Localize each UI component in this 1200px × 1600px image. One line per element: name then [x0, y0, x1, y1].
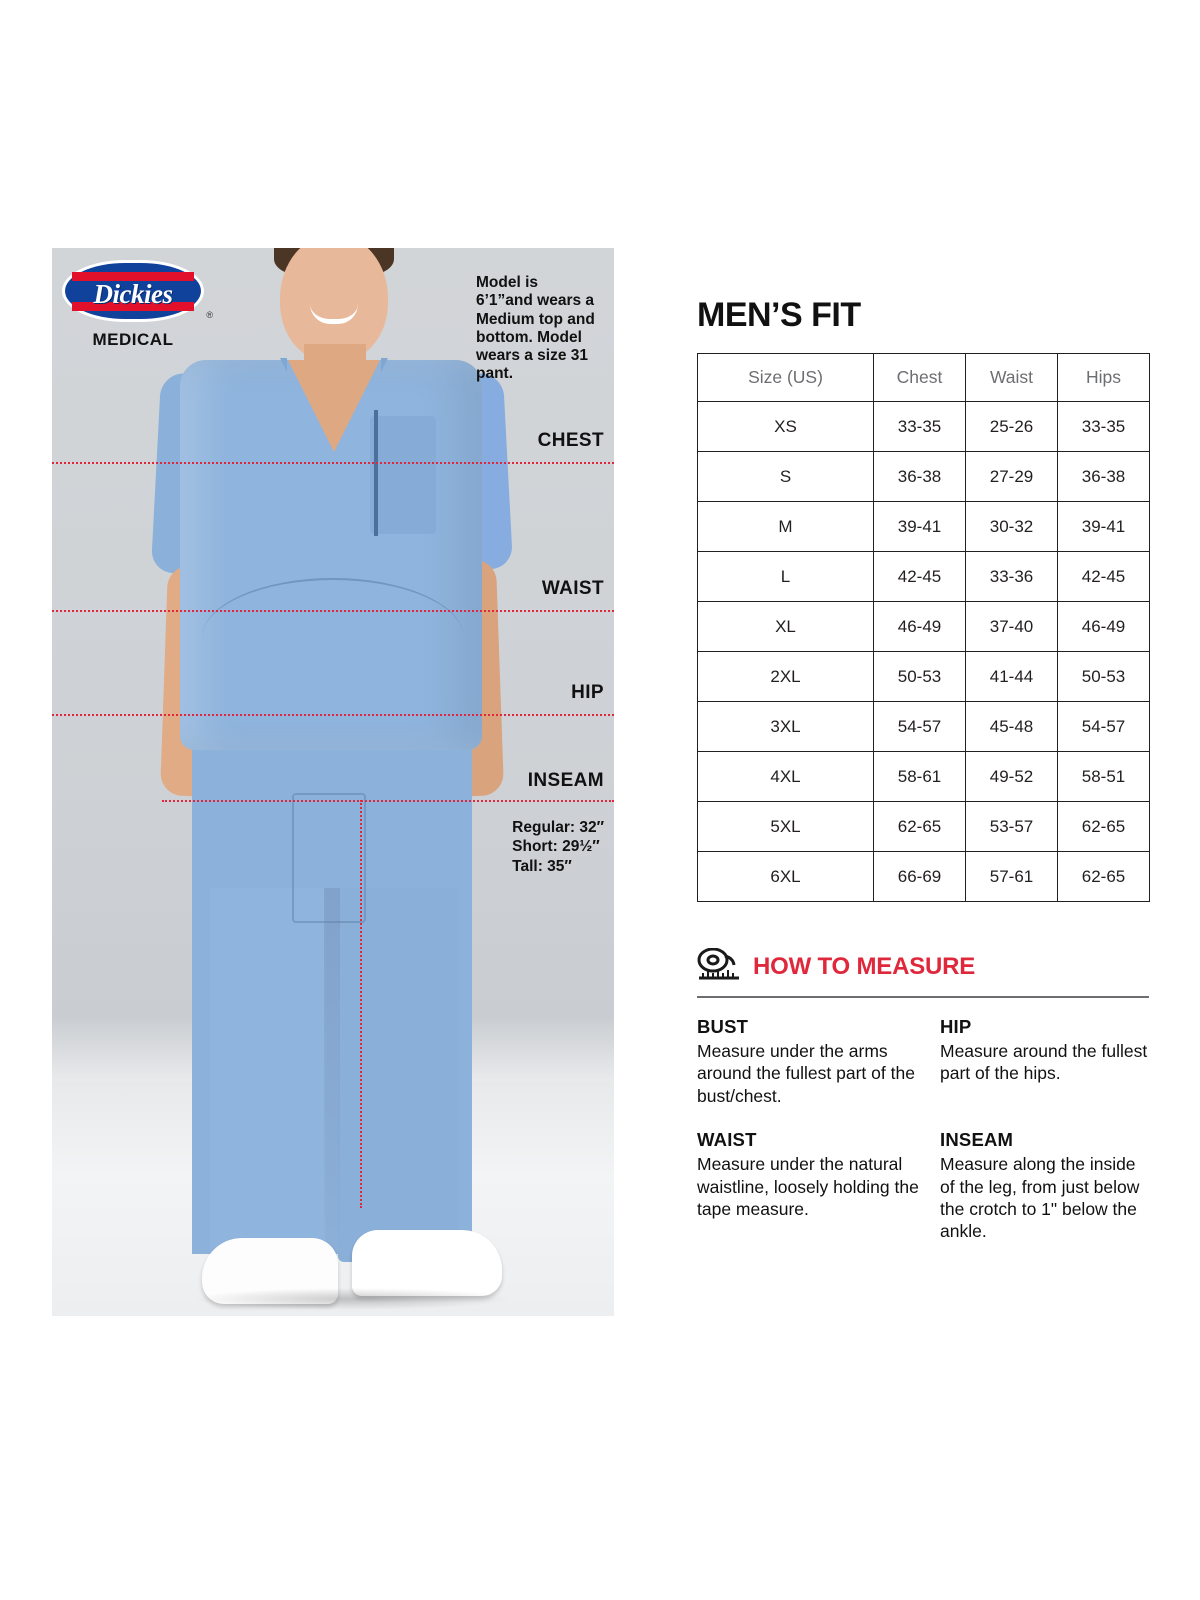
cell-chest: 54-57 — [874, 702, 966, 752]
measure-item-waist — [697, 1129, 940, 1243]
floor-shadow — [192, 1288, 512, 1310]
cell-size: M — [698, 502, 874, 552]
cell-chest: 66-69 — [874, 852, 966, 902]
inseam-tall: Tall: 35″ — [512, 857, 572, 875]
cell-size: XS — [698, 402, 874, 452]
chest-guide-line — [52, 462, 614, 464]
cargo-pocket — [292, 793, 366, 923]
scrub-pant-leg-left — [210, 888, 326, 1262]
measure-text: Measure around the fullest part of the hips. — [940, 1041, 1148, 1084]
inseam-vertical-line — [360, 800, 362, 1208]
chest-guide-label: CHEST — [537, 430, 604, 451]
cell-hips: 62-65 — [1058, 852, 1150, 902]
cell-size: L — [698, 552, 874, 602]
scrub-pant-leg-right — [338, 888, 458, 1262]
cell-waist: 37-40 — [966, 602, 1058, 652]
cell-size: 3XL — [698, 702, 874, 752]
how-to-measure-header — [697, 948, 1149, 986]
inseam-guide-label: INSEAM — [527, 770, 604, 791]
cell-size: 4XL — [698, 752, 874, 802]
cell-hips: 33-35 — [1058, 402, 1150, 452]
table-row — [698, 852, 1150, 902]
cell-waist: 49-52 — [966, 752, 1058, 802]
dickies-wordmark: Dickies — [93, 279, 173, 310]
waist-guide-line — [52, 610, 614, 612]
cell-chest: 39-41 — [874, 502, 966, 552]
hip-guide-line — [52, 714, 614, 716]
inseam-regular: Regular: 32″ — [512, 819, 604, 836]
table-row — [698, 552, 1150, 602]
table-row — [698, 802, 1150, 852]
cell-hips: 42-45 — [1058, 552, 1150, 602]
cell-chest: 50-53 — [874, 652, 966, 702]
table-row — [698, 402, 1150, 452]
measure-text: Measure along the inside of the leg, from just below the crotch to 1" below the ankle. — [940, 1154, 1140, 1242]
measure-item-bust — [697, 1016, 940, 1107]
cell-waist: 27-29 — [966, 452, 1058, 502]
measure-item-inseam — [940, 1129, 1149, 1243]
cell-waist: 57-61 — [966, 852, 1058, 902]
how-to-measure-list — [697, 1016, 1149, 1243]
table-row — [698, 502, 1150, 552]
brand-division-label: MEDICAL — [92, 330, 174, 349]
measure-term: WAIST — [697, 1129, 757, 1151]
measure-text: Measure under the arms around the fullest part of the bust/chest. — [697, 1041, 915, 1106]
measure-term: INSEAM — [940, 1129, 1014, 1151]
column-header-hips: Hips — [1058, 354, 1150, 402]
cell-size: XL — [698, 602, 874, 652]
cell-chest: 33-35 — [874, 402, 966, 452]
pant-inseam-shadow — [324, 888, 340, 1256]
table-row — [698, 702, 1150, 752]
table-row — [698, 652, 1150, 702]
cell-hips: 36-38 — [1058, 452, 1150, 502]
cell-hips: 62-65 — [1058, 802, 1150, 852]
cell-hips: 50-53 — [1058, 652, 1150, 702]
inseam-lengths — [512, 818, 604, 876]
inseam-guide-line — [162, 800, 614, 802]
inseam-short: Short: 29½″ — [512, 838, 600, 856]
cell-chest: 62-65 — [874, 802, 966, 852]
table-row — [698, 602, 1150, 652]
registered-mark: ® — [206, 310, 213, 320]
cell-hips: 46-49 — [1058, 602, 1150, 652]
measure-term: BUST — [697, 1016, 749, 1037]
table-row — [698, 452, 1150, 502]
column-header-chest: Chest — [874, 354, 966, 402]
hip-guide-label: HIP — [571, 682, 604, 703]
size-info-column — [697, 296, 1149, 1243]
page-title: MEN’S FIT — [697, 296, 861, 334]
shoe-right — [352, 1230, 502, 1296]
cell-chest: 58-61 — [874, 752, 966, 802]
cell-waist: 33-36 — [966, 552, 1058, 602]
measure-term: HIP — [940, 1016, 972, 1037]
how-to-measure-title: HOW TO MEASURE — [753, 953, 976, 980]
cell-size: 6XL — [698, 852, 874, 902]
cell-waist: 41-44 — [966, 652, 1058, 702]
cell-chest: 46-49 — [874, 602, 966, 652]
cell-waist: 53-57 — [966, 802, 1058, 852]
size-chart-table — [697, 353, 1150, 902]
tape-measure-icon — [697, 948, 741, 986]
cell-chest: 36-38 — [874, 452, 966, 502]
dickies-logo — [58, 260, 213, 350]
zipper-icon — [374, 410, 378, 536]
cell-waist: 25-26 — [966, 402, 1058, 452]
table-header-row — [698, 354, 1150, 402]
cell-waist: 30-32 — [966, 502, 1058, 552]
cell-hips: 39-41 — [1058, 502, 1150, 552]
chest-pocket — [370, 416, 436, 534]
cell-hips: 54-57 — [1058, 702, 1150, 752]
cell-size: 5XL — [698, 802, 874, 852]
cell-hips: 58-51 — [1058, 752, 1150, 802]
column-header-waist: Waist — [966, 354, 1058, 402]
divider — [697, 996, 1149, 998]
waist-guide-label: WAIST — [541, 578, 604, 599]
model-photo-panel — [52, 248, 614, 1316]
cell-size: S — [698, 452, 874, 502]
model-note: Model is 6’1”and wears a Medium top and bottom. Model wears a size 31 pant. — [476, 274, 595, 383]
column-header-size: Size (US) — [698, 354, 874, 402]
measure-item-hip — [940, 1016, 1149, 1107]
cell-waist: 45-48 — [966, 702, 1058, 752]
measure-text: Measure under the natural waistline, loosely holding the tape measure. — [697, 1154, 919, 1219]
dickies-shield-icon — [62, 260, 213, 322]
table-row — [698, 752, 1150, 802]
cell-size: 2XL — [698, 652, 874, 702]
cell-chest: 42-45 — [874, 552, 966, 602]
